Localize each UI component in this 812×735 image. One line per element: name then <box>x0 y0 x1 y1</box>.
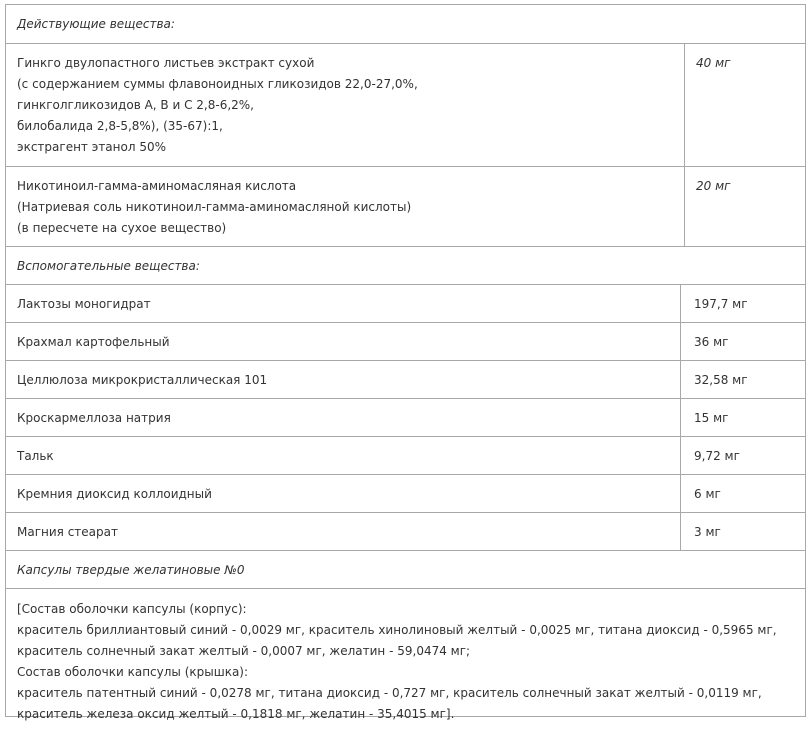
table-row <box>6 360 805 398</box>
table-row <box>6 474 805 512</box>
table-row <box>6 322 805 360</box>
capsule-cap-label: Состав оболочки капсулы (крышка): <box>17 665 249 679</box>
ginkgo-line: (с содержанием суммы флавоноидных гликозидов 22,0-27,0%, <box>17 77 418 91</box>
composition-table <box>5 4 806 721</box>
nicotinoyl-gaba-name <box>6 167 685 246</box>
ginkgo-line: Гинкго двулопастного листьев экстракт сухой <box>17 56 315 70</box>
excipients-header: Вспомогательные вещества: <box>17 259 200 273</box>
table-row <box>6 166 805 246</box>
table-row <box>6 43 805 166</box>
ginkgo-line: экстрагент этанол 50% <box>17 140 167 154</box>
excipient-name: Магния стеарат <box>6 513 681 550</box>
active-substances-header: Действующие вещества: <box>17 17 175 31</box>
ginkgo-extract-amount: 40 мг <box>696 56 731 70</box>
excipient-name: Тальк <box>6 437 681 474</box>
excipient-amount: 9,72 мг <box>694 449 740 463</box>
nicotinoyl-gaba-amount: 20 мг <box>696 179 731 193</box>
capsule-shell-composition <box>6 589 805 721</box>
excipient-amount: 197,7 мг <box>694 297 748 311</box>
capsule-shell-row <box>6 588 805 721</box>
capsule-cap-text: краситель патентный синий - 0,0278 мг, титана диоксид - 0,727 мг, краситель солнечный закат желтый - 0,0119 мг, краситель железа оксид желтый - 0,1818 мг, желатин - 35,4015 мг]. <box>17 686 762 721</box>
excipient-amount: 36 мг <box>694 335 729 349</box>
excipient-name: Целлюлоза микрокристаллическая 101 <box>6 361 681 398</box>
table-row <box>6 436 805 474</box>
capsule-body-label: [Состав оболочки капсулы (корпус): <box>17 602 247 616</box>
nicotinoyl-line: (в пересчете на сухое вещество) <box>17 221 227 235</box>
excipient-name: Кремния диоксид коллоидный <box>6 475 681 512</box>
capsule-header: Капсулы твердые желатиновые №0 <box>17 563 245 577</box>
nicotinoyl-line: (Натриевая соль никотиноил-гамма-аминомасляной кислоты) <box>17 200 412 214</box>
excipient-name: Лактозы моногидрат <box>6 285 681 322</box>
excipients-header-row <box>6 246 805 284</box>
ginkgo-line: гинкголгликозидов А, В и С 2,8-6,2%, <box>17 98 254 112</box>
excipient-name: Крахмал картофельный <box>6 323 681 360</box>
capsule-header-row <box>6 550 805 588</box>
capsule-body-text: краситель бриллиантовый синий - 0,0029 мг, краситель хинолиновый желтый - 0,0025 мг, титана диоксид - 0,5965 мг, краситель солнечный закат желтый - 0,0007 мг, желатин - 59,0474 мг; <box>17 623 777 658</box>
excipient-name: Кроскармеллоза натрия <box>6 399 681 436</box>
ginkgo-line: билобалида 2,8-5,8%), (35-67):1, <box>17 119 223 133</box>
excipient-amount: 3 мг <box>694 525 721 539</box>
excipient-amount: 15 мг <box>694 411 729 425</box>
excipient-amount: 32,58 мг <box>694 373 748 387</box>
nicotinoyl-line: Никотиноил-гамма-аминомасляная кислота <box>17 179 297 193</box>
table-row <box>6 284 805 322</box>
active-substances-header-row <box>6 5 805 43</box>
table-row <box>6 512 805 550</box>
excipient-amount: 6 мг <box>694 487 721 501</box>
table-row <box>6 398 805 436</box>
ginkgo-extract-name <box>6 44 685 166</box>
